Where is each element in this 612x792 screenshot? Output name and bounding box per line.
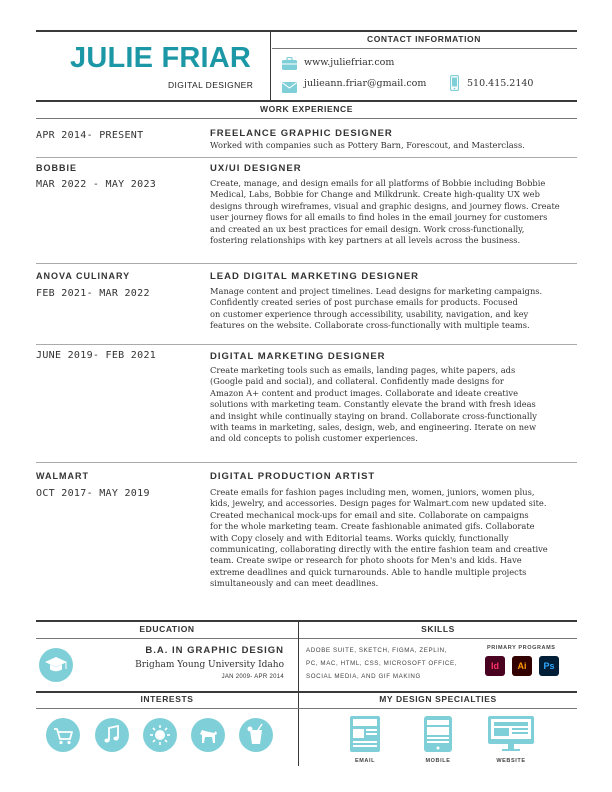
name-heading: JULIE FRIAR xyxy=(70,42,252,74)
job-divider xyxy=(36,157,577,158)
contact-rule xyxy=(272,48,577,49)
drink-icon xyxy=(239,718,273,752)
dog-icon xyxy=(191,718,225,752)
work-heading-rule xyxy=(36,118,577,119)
job-description: Create marketing tools such as emails, landing pages, white papers, ads (Google paid and social), and collateral. Confidently made designs for Amazon A+ content and product images. Collaborate and ideate creative solutions with marketing team. Constantly elevate the brand with fresh ideas and insight while continually staying on brand. Collaborate cross-functionally with teams in marketing, sales, design, web, and engineering. Iterate on new and old concepts to polish customer experiences. xyxy=(210,365,537,444)
job-role: DIGITAL MARKETING DESIGNER xyxy=(210,351,386,362)
job-company: ANOVA CULINARY xyxy=(36,271,131,281)
mobile-layout-icon xyxy=(424,716,452,756)
shopping-cart-icon xyxy=(46,718,80,752)
school: Brigham Young University Idaho xyxy=(135,660,284,670)
programs-heading: PRIMARY PROGRAMS xyxy=(487,645,556,651)
phone-number: 510.415.2140 xyxy=(467,78,534,89)
job-role: LEAD DIGITAL MARKETING DESIGNER xyxy=(210,271,420,282)
job-divider xyxy=(36,263,577,264)
website-link[interactable]: www.juliefriar.com xyxy=(304,57,395,68)
photoshop-icon: Ps xyxy=(539,656,559,676)
interests-heading: INTERESTS xyxy=(140,694,194,704)
education-dates: JAN 2009- APR 2014 xyxy=(221,674,284,680)
job-description: Manage content and project timelines. Lead designs for marketing campaigns. Confidently created series of post purchase emails for products. Focused on customer experience through accessibility, usability, navigation, and key features on the website. Collaborate cross-functionally with multiple teams. xyxy=(210,286,543,331)
header-bottom-rule xyxy=(36,100,577,102)
job-dates: APR 2014- PRESENT xyxy=(36,130,144,141)
skills-heading: SKILLS xyxy=(421,624,455,634)
briefcase-icon xyxy=(282,55,297,74)
work-heading: WORK EXPERIENCE xyxy=(259,104,354,114)
job-company: WALMART xyxy=(36,471,89,481)
indesign-icon: Id xyxy=(485,656,505,676)
job-description: Create, manage, and design emails for all platforms of Bobbie including Bobbie Medical, Labs, Bobbie for Change and Milkdrunk. Create high-quality UX web designs through wireframes, visual and graphic designs, and journey flows. Create user journey flows for all emails to find holes in the email journey for customers and created an ux best practices for email design. Work cross-functionally, fostering relationships with key partners at all levels across the business. xyxy=(210,178,560,246)
specialties-heading: MY DESIGN SPECIALTIES xyxy=(379,694,497,704)
email-icon xyxy=(282,78,297,97)
illustrator-icon: Ai xyxy=(512,656,532,676)
email-layout-icon xyxy=(350,716,380,756)
degree: B.A. IN GRAPHIC DESIGN xyxy=(145,645,284,656)
job-role: FREELANCE GRAPHIC DESIGNER xyxy=(210,128,393,139)
job-divider xyxy=(36,462,577,463)
job-role: UX/UI DESIGNER xyxy=(210,163,302,174)
job-description: Worked with companies such as Pottery Barn, Forescout, and Masterclass. xyxy=(210,140,525,150)
phone-icon xyxy=(450,75,459,95)
bottom-top-rule xyxy=(36,620,577,622)
job-dates: JUNE 2019- FEB 2021 xyxy=(36,350,157,361)
job-dates: OCT 2017- MAY 2019 xyxy=(36,488,150,499)
job-dates: FEB 2021- MAR 2022 xyxy=(36,288,150,299)
education-skills-rule xyxy=(36,638,577,639)
job-divider xyxy=(36,344,577,345)
website-monitor-icon xyxy=(488,716,534,756)
specialty-label: WEBSITE xyxy=(496,758,526,764)
header-divider xyxy=(270,30,271,100)
job-role: DIGITAL PRODUCTION ARTIST xyxy=(210,471,376,482)
top-rule xyxy=(36,30,577,32)
job-company: BOBBIE xyxy=(36,163,78,173)
job-description: Create emails for fashion pages including men, women, juniors, women plus, kids, jewelry, and accessories. Design pages for Walmart.com new updated site. Created mechanical mock-ups for email and site. Collaborate on campaigns for the whole marketing team. Create fashionable animated gifs. Collaborate with Copy closely and with Editorial teams. Works quickly, functionally communicating, collaborating directly with the entire fashion team and creative team. Create swipe or research for photo shoots for Men's and kids. Have extreme deadlines and quick turnarounds. Able to handle multiple projects simultaneously and can meet deadlines. xyxy=(210,487,548,589)
graduation-cap-icon xyxy=(39,648,73,682)
specialty-label: MOBILE xyxy=(425,758,451,764)
job-title: DIGITAL DESIGNER xyxy=(168,80,254,90)
email-link[interactable]: julieann.friar@gmail.com xyxy=(304,78,427,89)
specialty-label: EMAIL xyxy=(354,758,376,764)
contact-heading: CONTACT INFORMATION xyxy=(366,34,481,44)
skills-list: ADOBE SUITE, SKETCH, FIGMA, ZEPLIN, PC, MAC, HTML, CSS, MICROSOFT OFFICE, SOCIAL MEDIA, AND GIF MAKING xyxy=(306,647,457,680)
bottom-divider xyxy=(298,620,299,766)
sun-icon xyxy=(143,718,177,752)
job-dates: MAR 2022 - MAY 2023 xyxy=(36,179,157,190)
music-note-icon xyxy=(95,718,129,752)
education-heading: EDUCATION xyxy=(139,624,195,634)
interests-top-rule xyxy=(36,691,577,693)
interests-heading-rule xyxy=(36,708,577,709)
